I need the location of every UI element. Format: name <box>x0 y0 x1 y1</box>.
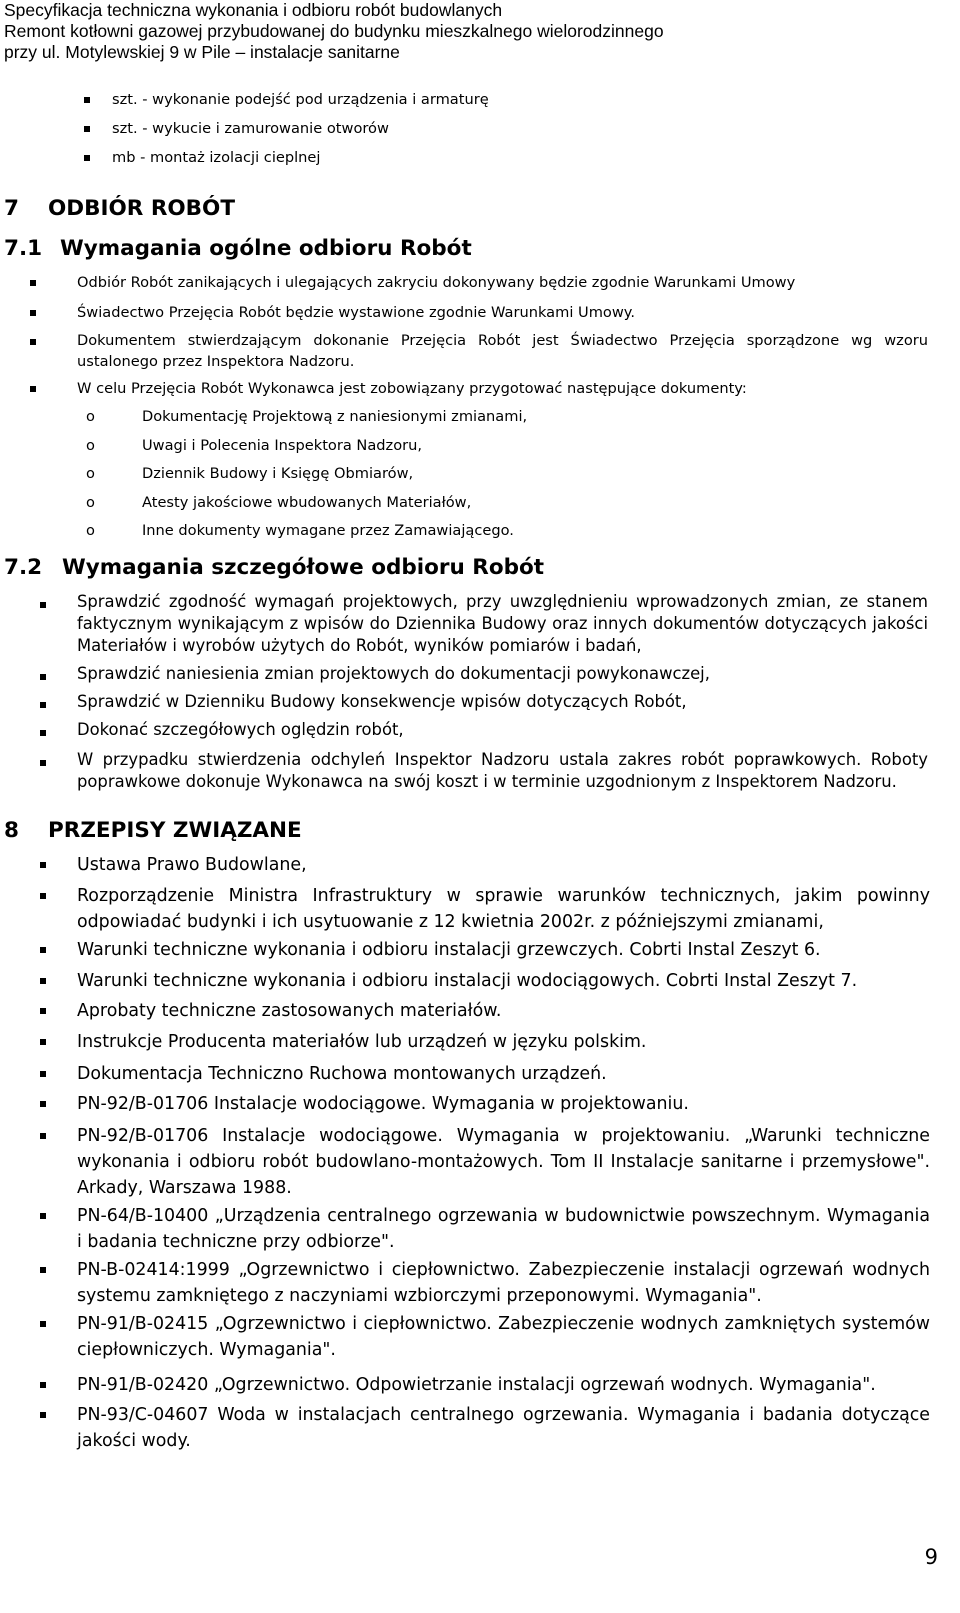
header-location: przy ul. Motylewskiej 9 w Pile – instalacje sanitarne <box>4 42 400 62</box>
list-item: Sprawdzić naniesienia zmian projektowych do dokumentacji powykonawczej, <box>77 664 710 683</box>
subsection-title: Wymagania ogólne odbioru Robót <box>60 236 472 261</box>
bullet-icon <box>40 893 46 899</box>
bullet-icon <box>84 155 90 161</box>
subsection-heading <box>4 236 472 261</box>
subsection-number: 7.1 <box>4 236 43 261</box>
bullet-icon <box>30 386 36 392</box>
list-item: Sprawdzić w Dzienniku Budowy konsekwencje wpisów dotyczących Robót, <box>77 692 687 711</box>
circle-marker: o <box>86 522 95 539</box>
bullet-icon <box>40 730 46 736</box>
bullet-icon <box>40 602 46 608</box>
list-item: Świadectwo Przejęcia Robót będzie wystawione zgodnie Warunkami Umowy. <box>77 304 635 321</box>
list-item: Odbiór Robót zanikających i ulegających zakryciu dokonywany będzie zgodnie Warunkami Umowy <box>77 274 796 291</box>
bullet-icon <box>30 339 36 345</box>
bullet-icon <box>84 97 90 103</box>
section-title: ODBIÓR ROBÓT <box>48 196 235 221</box>
subsection-heading <box>4 555 544 580</box>
bullet-icon <box>30 310 36 316</box>
list-item: Dokonać szczegółowych oględzin robót, <box>77 720 404 739</box>
list-item: mb - montaż izolacji cieplnej <box>112 149 321 166</box>
bullet-icon <box>40 674 46 680</box>
bullet-icon <box>30 280 36 286</box>
list-item: Aprobaty techniczne zastosowanych materiałów. <box>77 1001 502 1021</box>
list-item: PN-91/B-02420 „Ogrzewnictwo. Odpowietrzanie instalacji ogrzewań wodnych. Wymagania". <box>77 1375 876 1395</box>
bullet-icon <box>40 1008 46 1014</box>
bullet-icon <box>40 1101 46 1107</box>
list-item: PN-91/B-02415 „Ogrzewnictwo i ciepłownictwo. Zabezpieczenie wodnych zamkniętych systemów ciepłowniczych. Wymagania". <box>77 1314 930 1360</box>
bullet-icon <box>40 1321 46 1327</box>
circle-marker: o <box>86 465 95 482</box>
bullet-icon <box>40 702 46 708</box>
bullet-icon <box>40 947 46 953</box>
section-heading <box>4 196 235 221</box>
sub-list-text: Inne dokumenty wymagane przez Zamawiającego. <box>142 522 514 539</box>
header-title: Specyfikacja techniczna wykonania i odbioru robót budowlanych <box>4 0 503 20</box>
bullet-icon <box>40 1039 46 1045</box>
list-item: PN-92/B-01706 Instalacje wodociągowe. Wymagania w projektowaniu. „Warunki techniczne wykonania i odbioru robót budowlano-montażowych. Tom II Instalacje sanitarne i przemysłowe". Arkady, Warszawa 1988. <box>77 1126 930 1198</box>
sub-list-text: Dokumentację Projektową z naniesionymi zmianami, <box>142 408 528 425</box>
subsection-number: 7.2 <box>4 555 43 580</box>
bullet-icon <box>40 1213 46 1219</box>
list-item: Warunki techniczne wykonania i odbioru instalacji grzewczych. Cobrti Instal Zeszyt 6. <box>77 940 821 960</box>
sub-list-text: Dziennik Budowy i Księgę Obmiarów, <box>142 465 414 482</box>
list-item: Warunki techniczne wykonania i odbioru instalacji wodociągowych. Cobrti Instal Zeszyt 7. <box>77 971 858 991</box>
bullet-icon <box>40 1382 46 1388</box>
sub-list-text: Atesty jakościowe wbudowanych Materiałów, <box>142 494 472 511</box>
subsection-title: Wymagania szczegółowe odbioru Robót <box>62 555 545 580</box>
bullet-icon <box>40 862 46 868</box>
list-item: Dokumentem stwierdzającym dokonanie Przejęcia Robót jest Świadectwo Przejęcia sporządzone wg wzoru ustalonego przez Inspektora Nadzoru. <box>77 332 928 370</box>
header-subtitle: Remont kotłowni gazowej przybudowanej do budynku mieszkalnego wielorodzinnego <box>4 21 664 41</box>
bullet-icon <box>40 1267 46 1273</box>
bullet-icon <box>40 1133 46 1139</box>
circle-marker: o <box>86 408 95 425</box>
list-item: W przypadku stwierdzenia odchyleń Inspektor Nadzoru ustala zakres robót poprawkowych. Roboty poprawkowe dokonuje Wykonawca na swój koszt i w terminie uzgodnionym z Inspektorem Nadzoru. <box>77 750 928 791</box>
list-item: szt. - wykucie i zamurowanie otworów <box>112 120 389 137</box>
bullet-icon <box>40 1412 46 1418</box>
list-item: PN-93/C-04607 Woda w instalacjach centralnego ogrzewania. Wymagania i badania dotyczące jakości wody. <box>77 1405 930 1451</box>
section-number: 8 <box>4 818 19 843</box>
section-heading <box>4 818 302 843</box>
list-item: Dokumentacja Techniczno Ruchowa montowanych urządzeń. <box>77 1064 607 1084</box>
bullet-icon <box>40 978 46 984</box>
list-item: Instrukcje Producenta materiałów lub urządzeń w języku polskim. <box>77 1032 647 1052</box>
bullet-icon <box>84 126 90 132</box>
section-number: 7 <box>4 196 19 221</box>
list-item: szt. - wykonanie podejść pod urządzenia i armaturę <box>112 91 489 108</box>
bullet-icon <box>40 1071 46 1077</box>
list-item: PN-64/B-10400 „Urządzenia centralnego ogrzewania w budownictwie powszechnym. Wymagania i badania techniczne przy odbiorze". <box>77 1206 930 1252</box>
section-title: PRZEPISY ZWIĄZANE <box>48 818 302 843</box>
list-item: Ustawa Prawo Budowlane, <box>77 855 307 875</box>
list-item: PN-92/B-01706 Instalacje wodociągowe. Wymagania w projektowaniu. <box>77 1094 689 1114</box>
page-header <box>4 0 934 63</box>
sub-list-text: Uwagi i Polecenia Inspektora Nadzoru, <box>142 437 423 454</box>
list-item: PN-B-02414:1999 „Ogrzewnictwo i ciepłownictwo. Zabezpieczenie instalacji ogrzewań wodnych systemu zamkniętego z naczyniami wzbiorczymi przeponowymi. Wymagania". <box>77 1260 930 1306</box>
list-item: W celu Przejęcia Robót Wykonawca jest zobowiązany przygotować następujące dokumenty: <box>77 380 747 397</box>
circle-marker: o <box>86 437 95 454</box>
list-item: Sprawdzić zgodność wymagań projektowych, przy uwzględnieniu wprowadzonych zmian, ze stanem faktycznym wynikającym z wpisów do Dziennika Budowy oraz innych dokumentów dotyczących jakości Materiałów i wyrobów użytych do Robót, wyników pomiarów i badań, <box>77 592 928 655</box>
circle-marker: o <box>86 494 95 511</box>
page-number: 9 <box>924 1545 938 1569</box>
bullet-icon <box>40 760 46 766</box>
list-item: Rozporządzenie Ministra Infrastruktury w sprawie warunków technicznych, jakim powinny odpowiadać budynki i ich usytuowanie z 12 kwietnia 2002r. z późniejszymi zmianami, <box>77 886 930 932</box>
